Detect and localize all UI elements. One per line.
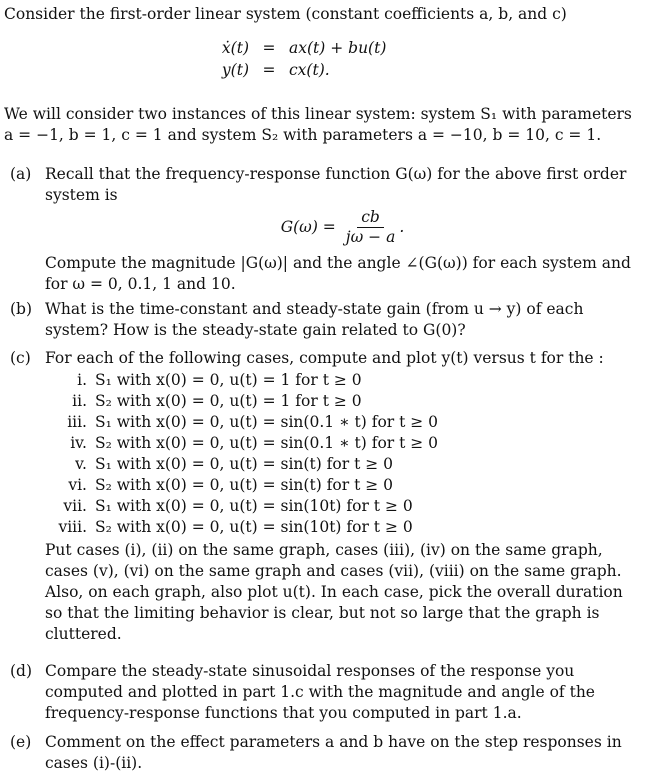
case-number: v. xyxy=(75,455,87,473)
case-text: S₁ with x(0) = 0, u(t) = sin(0.1 ∗ t) for t ≥ 0 xyxy=(95,413,439,431)
part-d-label: (d) xyxy=(10,662,33,680)
case-number: i. xyxy=(77,371,87,389)
part-b-text: What is the time-constant and steady-state gain (from u → y) of each system? How is the steady-state gain related to G(0)? xyxy=(45,300,584,339)
case-text: S₁ with x(0) = 0, u(t) = sin(10t) for t ≥ 0 xyxy=(95,497,413,515)
formula-period: . xyxy=(399,218,405,236)
case-number: vii. xyxy=(63,497,87,515)
part-d xyxy=(10,661,640,724)
formula-denominator: jω − a xyxy=(345,228,396,246)
part-c xyxy=(10,348,640,645)
case-text: S₁ with x(0) = 0, u(t) = sin(t) for t ≥ 0 xyxy=(95,455,394,473)
part-c-closing: Put cases (i), (ii) on the same graph, cases (iii), (iv) on the same graph, cases (v), (vi) on the same graph and cases (vii), (viii) on the same graph. Also, on each graph, also plot u(t). In each case, pick the overall duration so that the limiting behavior is clear, but not so large that the graph is cluttered. xyxy=(45,541,623,643)
system-equations xyxy=(209,38,386,82)
case-number: ii. xyxy=(72,392,87,410)
case-number: iv. xyxy=(70,434,87,452)
part-a-text2: Compute the magnitude |G(ω)| and the angle ∠(G(ω)) for each system and for ω = 0, 0.1, 1 and 10. xyxy=(45,254,631,293)
case-iii xyxy=(45,412,640,433)
case-text: S₁ with x(0) = 0, u(t) = 1 for t ≥ 0 xyxy=(95,371,362,389)
part-b xyxy=(10,299,640,341)
state-equation-rhs: ax(t) + bu(t) xyxy=(289,39,387,57)
case-list xyxy=(45,370,640,538)
part-d-text: Compare the steady-state sinusoidal responses of the response you computed and plotted in part 1.c with the magnitude and angle of the frequency-response functions that you computed in part 1.a. xyxy=(45,662,595,722)
case-vi xyxy=(45,475,640,496)
part-a xyxy=(10,164,640,295)
part-e-label: (e) xyxy=(10,733,32,751)
case-number: vi. xyxy=(68,476,87,494)
case-v xyxy=(45,454,640,475)
state-equation-eq: = xyxy=(262,39,276,57)
case-i xyxy=(45,370,640,391)
systems-description: We will consider two instances of this linear system: system S₁ with parameters a = −1, b = 1, c = 1 and system S₂ with parameters a = −10, b = 10, c = 1. xyxy=(4,105,632,144)
part-c-text: For each of the following cases, compute and plot y(t) versus t for the : xyxy=(45,349,604,367)
intro-text: Consider the first-order linear system (constant coefficients a, b, and c) xyxy=(4,5,567,23)
part-b-label: (b) xyxy=(10,300,33,318)
case-number: iii. xyxy=(67,413,87,431)
case-iv xyxy=(45,433,640,454)
part-e-text: Comment on the effect parameters a and b have on the step responses in cases (i)-(ii). xyxy=(45,733,622,772)
frequency-response-formula xyxy=(45,208,640,247)
output-equation xyxy=(209,60,386,82)
part-c-label: (c) xyxy=(10,349,31,367)
output-equation-lhs: y(t) xyxy=(221,61,249,79)
case-number: viii. xyxy=(58,518,87,536)
formula-lhs: G(ω) = xyxy=(280,218,336,236)
part-e xyxy=(10,732,640,774)
case-text: S₂ with x(0) = 0, u(t) = 1 for t ≥ 0 xyxy=(95,392,362,410)
output-equation-eq: = xyxy=(262,61,276,79)
part-a-label: (a) xyxy=(10,165,32,183)
case-text: S₂ with x(0) = 0, u(t) = sin(0.1 ∗ t) for t ≥ 0 xyxy=(95,434,439,452)
state-equation-lhs: ẋ(t) xyxy=(221,39,249,57)
case-text: S₂ with x(0) = 0, u(t) = sin(t) for t ≥ 0 xyxy=(95,476,394,494)
case-vii xyxy=(45,496,640,517)
formula-numerator: cb xyxy=(357,208,384,228)
part-a-text1: Recall that the frequency-response function G(ω) for the above first order system is xyxy=(45,165,627,204)
state-equation xyxy=(209,38,386,60)
case-viii xyxy=(45,517,640,538)
output-equation-rhs: cx(t). xyxy=(289,61,330,79)
case-text: S₂ with x(0) = 0, u(t) = sin(10t) for t ≥ 0 xyxy=(95,518,413,536)
case-ii xyxy=(45,391,640,412)
formula-fraction xyxy=(342,208,400,247)
